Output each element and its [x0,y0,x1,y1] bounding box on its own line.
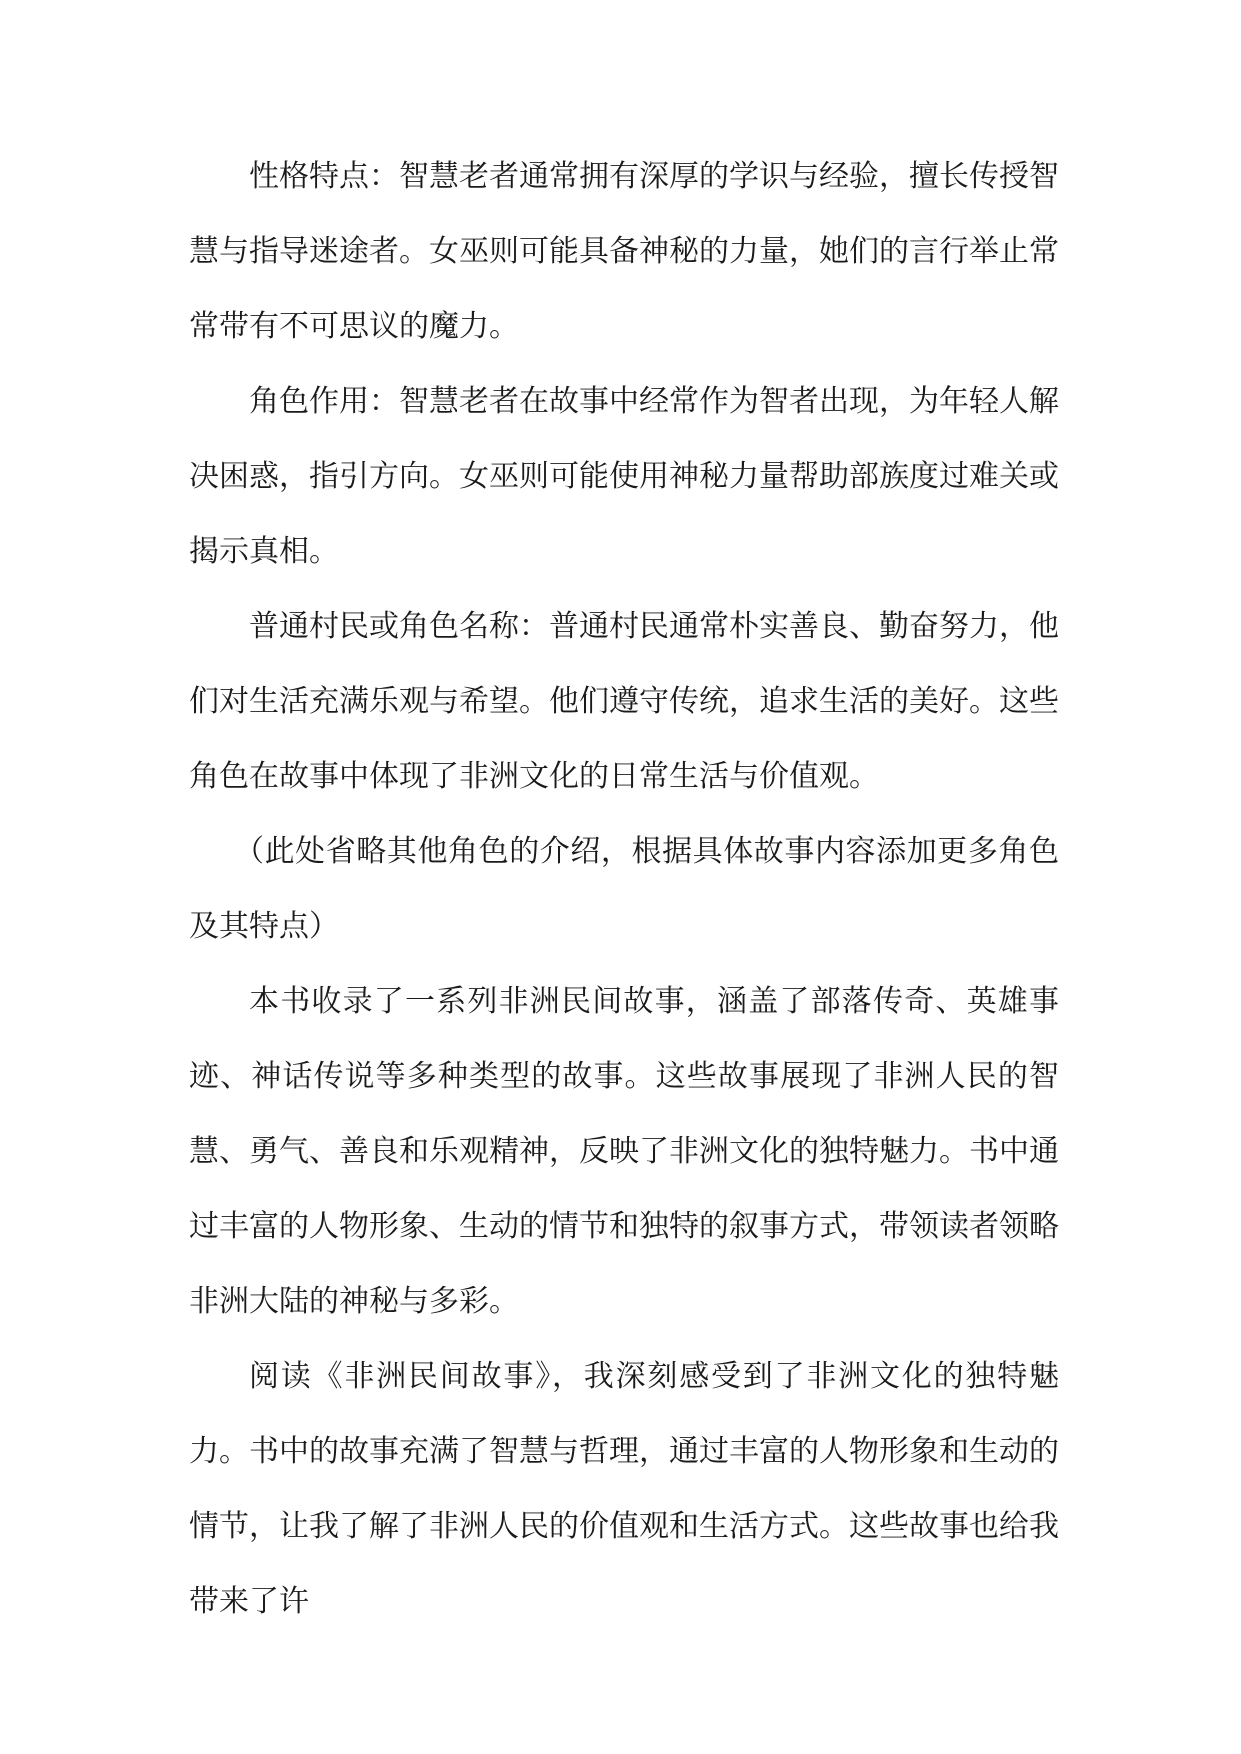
paragraph-omission-note: （此处省略其他角色的介绍，根据具体故事内容添加更多角色及其特点） [189,834,1059,944]
paragraph-character-role: 角色作用：智慧老者在故事中经常作为智者出现，为年轻人解决困惑，指引方向。女巫则可能使用神秘力量帮助部族度过难关或揭示真相。 [189,384,1059,569]
paragraph-reading-reflection: 阅读《非洲民间故事》，我深刻感受到了非洲文化的独特魅力。书中的故事充满了智慧与哲理，通过丰富的人物形象和生动的情节，让我了解了非洲人民的价值观和生活方式。这些故事也给我带来了许 [189,1359,1059,1619]
document-body [189,139,1059,1639]
paragraph-villagers: 普通村民或角色名称：普通村民通常朴实善良、勤奋努力，他们对生活充满乐观与希望。他们遵守传统，追求生活的美好。这些角色在故事中体现了非洲文化的日常生活与价值观。 [189,609,1059,794]
paragraph-book-summary: 本书收录了一系列非洲民间故事，涵盖了部落传奇、英雄事迹、神话传说等多种类型的故事。这些故事展现了非洲人民的智慧、勇气、善良和乐观精神，反映了非洲文化的独特魅力。书中通过丰富的人物形象、生动的情节和独特的叙事方式，带领读者领略非洲大陆的神秘与多彩。 [189,984,1059,1319]
paragraph-character-traits: 性格特点：智慧老者通常拥有深厚的学识与经验，擅长传授智慧与指导迷途者。女巫则可能具备神秘的力量，她们的言行举止常常带有不可思议的魔力。 [189,159,1059,344]
